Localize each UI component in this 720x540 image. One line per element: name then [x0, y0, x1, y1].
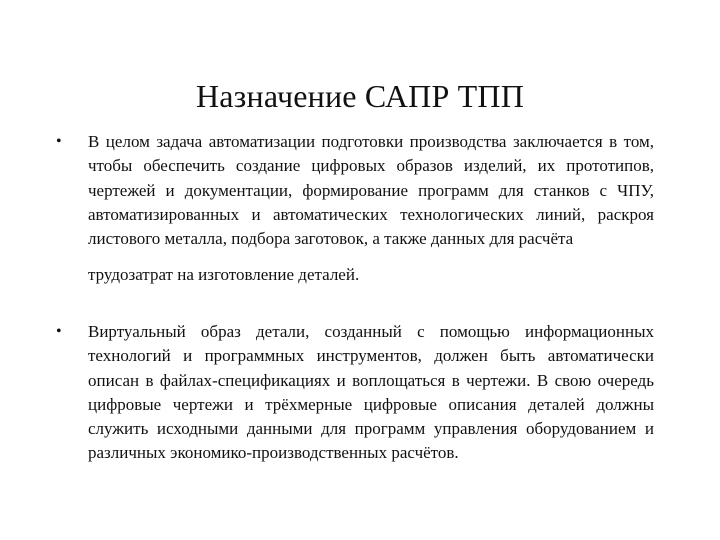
bullet-icon: •: [56, 133, 62, 150]
bullet-icon: •: [56, 323, 62, 340]
slide-title: Назначение САПР ТПП: [195, 78, 525, 114]
bullet-text-main: В целом задача автоматизации подготовки производства заключается в том, чтобы обеспечить создание цифровых образов изделий, их прототипов, чертежей и документации, формирование программ для станков с ЧПУ, автоматизированных и автоматических технологических линий, раскроя листового металла, подбора заготовок, а также данных для расчёта: [88, 132, 654, 249]
bullet-text: [88, 130, 654, 288]
bullet-text-end: трудозатрат на изготовление деталей.: [88, 265, 360, 285]
bullet-text: Виртуальный образ детали, созданный с помощью информационных технологий и программных инструментов, должен быть автоматически описан в файлах-спецификациях и воплощаться в чертежи. В свою очередь цифровые чертежи и трёхмерные цифровые описания деталей должны служить исходными данными для программ управления оборудованием и различных экономико-производственных расчётов.: [88, 322, 654, 463]
